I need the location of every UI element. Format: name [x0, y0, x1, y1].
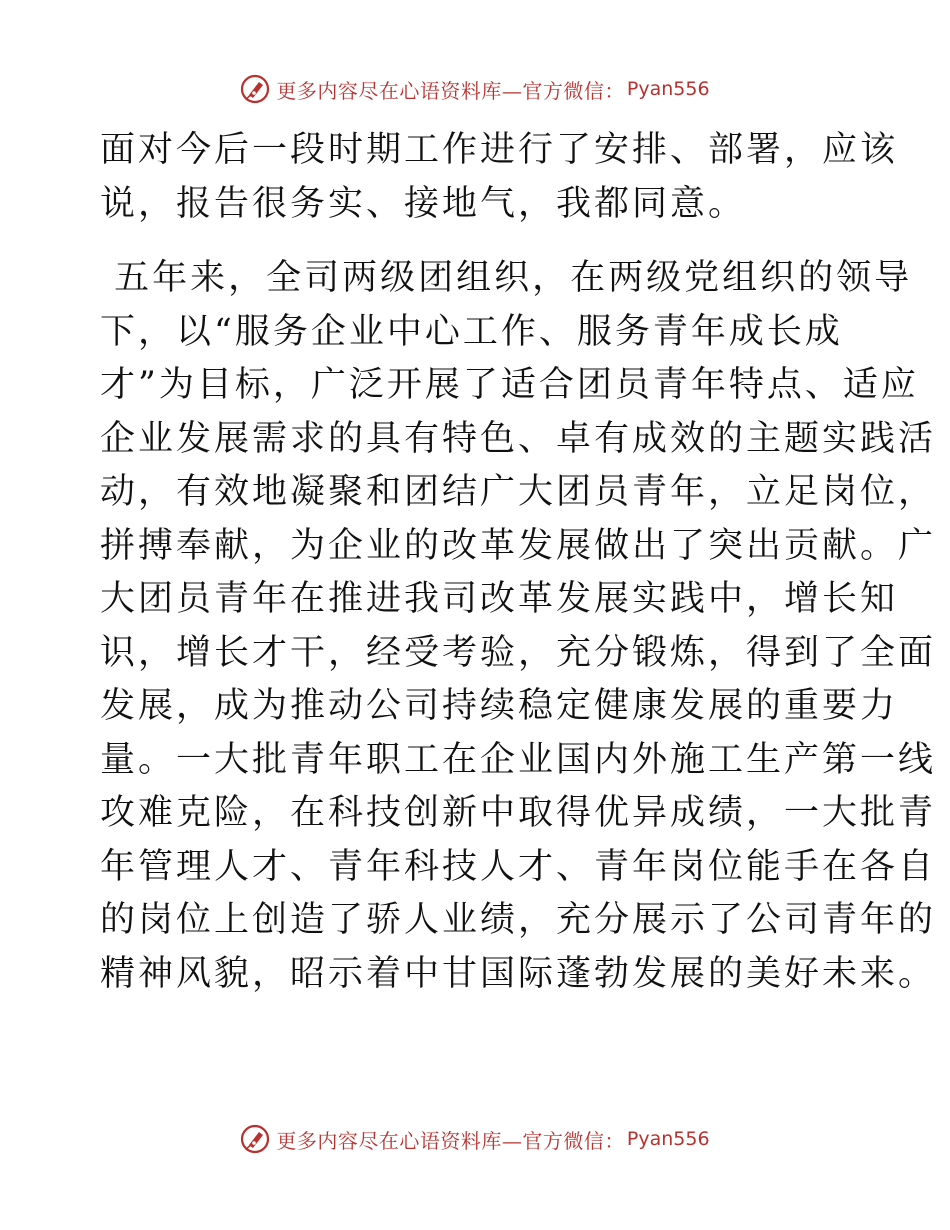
text-line: 量。一大批青年职工在企业国内外施工生产第一线 — [100, 739, 937, 780]
watermark-footer — [0, 1124, 950, 1154]
wechat-id: Pyan556 — [626, 78, 710, 100]
paragraph-1 — [100, 124, 899, 231]
text-line: 才”为目标，广泛开展了适合团员青年特点、适应 — [100, 365, 919, 405]
text-line: 面对今后一段时期工作进行了安排、部署，应该 — [100, 130, 899, 170]
pen-nib-logo-icon — [240, 1124, 270, 1154]
text-line: 攻难克险，在科技创新中取得优异成绩，一大批青 — [100, 793, 937, 833]
paragraph-2 — [100, 252, 937, 1001]
watermark-header — [0, 74, 950, 104]
text-line: 精神风貌，昭示着中甘国际蓬勃发展的美好未来。 — [100, 953, 937, 994]
text-line: 大团员青年在推进我司改革发展实践中，增长知 — [100, 579, 899, 619]
watermark-text: 更多内容尽在心语资料库—官方微信： — [276, 1128, 625, 1153]
pen-nib-logo-icon — [240, 74, 270, 104]
text-line: 拼搏奉献，为企业的改革发展做出了突出贡献。广 — [100, 525, 937, 566]
text-line: 识，增长才干，经受考验，充分锻炼，得到了全面 — [100, 632, 937, 673]
text-line: 企业发展需求的具有特色、卓有成效的主题实践活 — [100, 418, 937, 459]
text-line: 年管理人才、青年科技人才、青年岗位能手在各自 — [100, 846, 937, 887]
text-line: 说，报告很务实、接地气，我都同意。 — [100, 183, 747, 224]
text-line: 发展，成为推动公司持续稳定健康发展的重要力 — [100, 686, 899, 726]
text-line: 的岗位上创造了骄人业绩，充分展示了公司青年的 — [100, 900, 937, 940]
watermark-text: 更多内容尽在心语资料库—官方微信： — [276, 78, 625, 103]
wechat-id: Pyan556 — [626, 1128, 710, 1150]
text-line: 动，有效地凝聚和团结广大团员青年，立足岗位， — [100, 472, 937, 512]
text-line: 下，以“服务企业中心工作、服务青年成长成 — [100, 311, 843, 352]
text-line: 五年来，全司两级团组织，在两级党组织的领导 — [100, 258, 913, 298]
